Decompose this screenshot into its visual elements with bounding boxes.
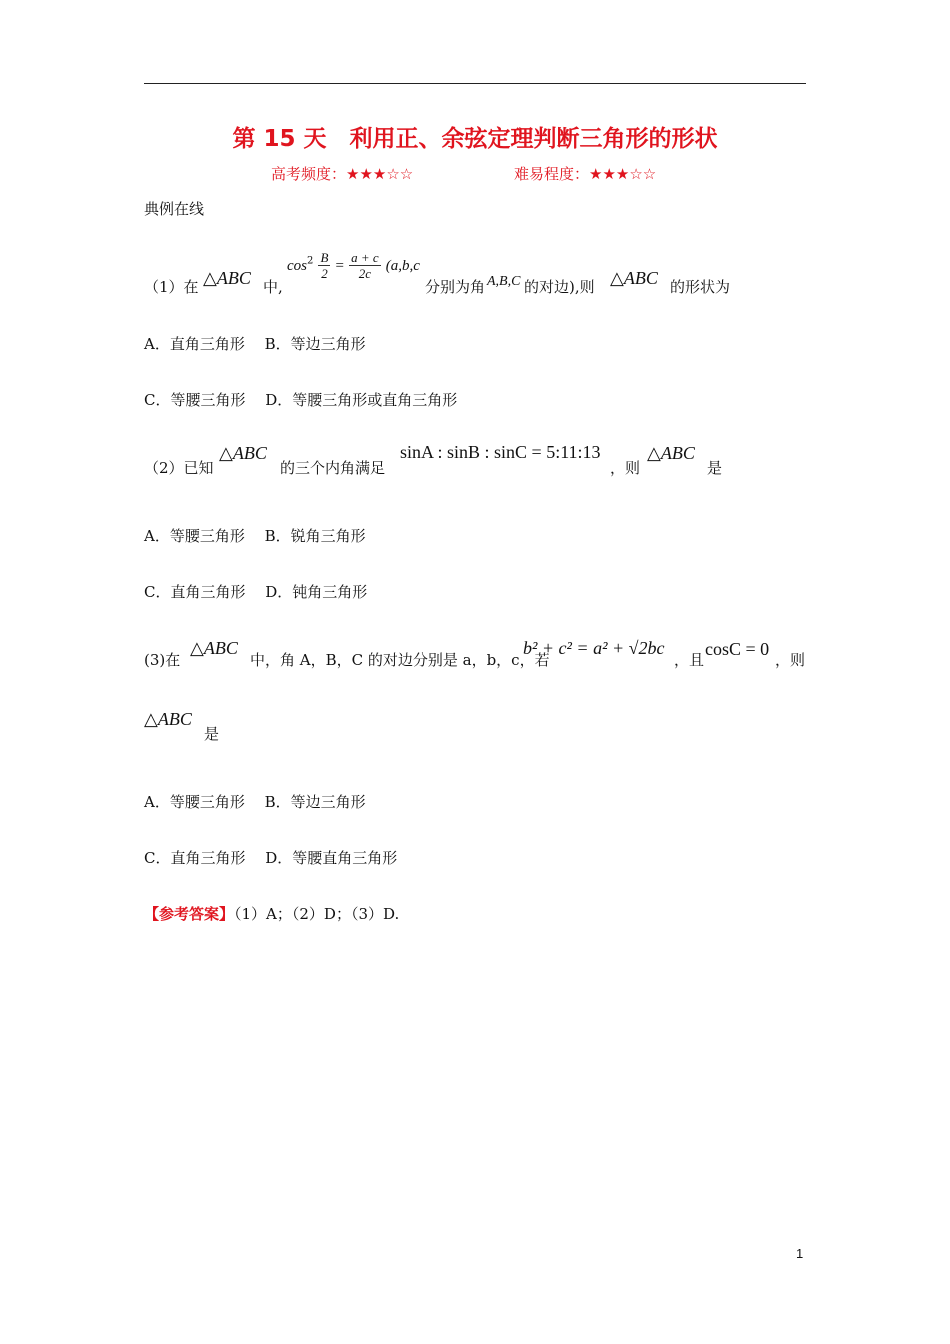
q1-frac-b xyxy=(318,250,330,281)
q1-triangle: △ABC xyxy=(203,268,251,288)
q1-frac-den: 2c xyxy=(358,266,371,281)
q3-t2: ，且 xyxy=(674,651,705,669)
frequency-rating: 高考频度：★★★☆☆ xyxy=(271,165,414,183)
q1-t3: 的形状为 xyxy=(670,278,731,296)
q1-frac-b-den: 2 xyxy=(321,266,328,281)
answer-label: 【参考答案】 xyxy=(144,905,235,923)
q2-triangle-2: △ABC xyxy=(647,443,695,463)
q1-eq: = xyxy=(335,258,344,274)
q3-triangle: △ABC xyxy=(190,638,238,658)
q1-options-cd: C．等腰三角形 D．等腰三角形或直角三角形 xyxy=(144,391,458,409)
section-label: 典例在线 xyxy=(144,200,205,218)
q3-options-ab: A．等腰三角形 B．等边三角形 xyxy=(144,793,366,811)
q1-vars: (a,b,c xyxy=(385,258,420,274)
q2-number: （2）已知 xyxy=(144,459,214,477)
header-rule xyxy=(144,83,806,84)
q1-mid: 中, xyxy=(263,278,283,296)
q2-t1: 的三个内角满足 xyxy=(280,459,386,477)
q3-t4: 是 xyxy=(204,725,220,743)
q2-options-cd: C．直角三角形 D．钝角三角形 xyxy=(144,583,368,601)
q3-t1: 中，角 A，B，C 的对边分别是 a，b，c，若 xyxy=(250,651,550,669)
q1-formula xyxy=(287,250,420,281)
q1-options-ab: A．直角三角形 B．等边三角形 xyxy=(144,335,366,353)
q2-triangle: △ABC xyxy=(219,443,267,463)
q3-cosc: cosC = 0 xyxy=(705,639,770,659)
q3-triangle-2: △ABC xyxy=(144,709,192,729)
difficulty-rating: 难易程度：★★★☆☆ xyxy=(514,165,657,183)
q1-number: （1）在 xyxy=(144,278,199,296)
page-number: 1 xyxy=(796,1246,804,1261)
q2-t2: ，则 xyxy=(610,459,641,477)
q2-options-ab: A．等腰三角形 B．锐角三角形 xyxy=(144,527,366,545)
q1-cos: cos xyxy=(287,258,307,274)
q1-frac-b-num: B xyxy=(320,250,329,265)
q1-frac xyxy=(349,250,381,281)
q3-equation: b² + c² = a² + √2bc xyxy=(523,638,665,658)
q2-t3: 是 xyxy=(707,459,723,477)
q3-t3: ，则 xyxy=(775,651,806,669)
page-title: 第 15 天 利用正、余弦定理判断三角形的形状 xyxy=(232,126,718,152)
q1-t2: 的对边),则 xyxy=(524,278,595,296)
q2-ratio: sinA : sinB : sinC = 5:11:13 xyxy=(400,442,601,462)
q1-t1: 分别为角 xyxy=(425,278,486,296)
answer-text: （1）A；（2）D；（3）D. xyxy=(234,905,400,923)
answer-line xyxy=(144,903,399,924)
q1-angles: A,B,C xyxy=(487,274,521,289)
q1-sup: 2 xyxy=(307,255,314,267)
q1-frac-num: a + c xyxy=(351,250,379,265)
q3-options-cd: C．直角三角形 D．等腰直角三角形 xyxy=(144,849,398,867)
q1-triangle-2: △ABC xyxy=(610,268,658,288)
q3-number: (3)在 xyxy=(144,651,181,669)
